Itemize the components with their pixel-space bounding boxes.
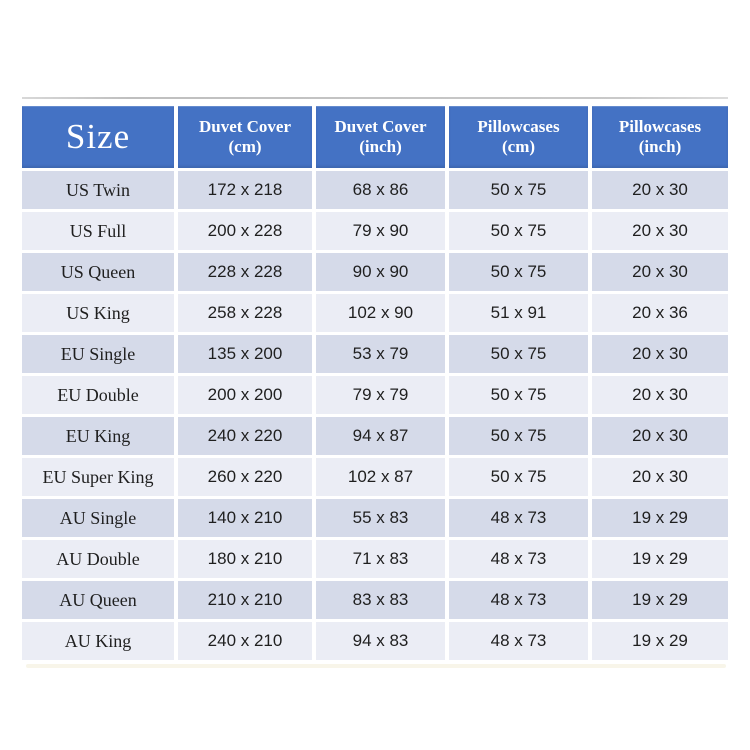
size-name-cell: AU Double <box>22 540 174 578</box>
header-label: Duvet Cover <box>334 117 427 137</box>
table-bottom-shadow <box>26 664 726 668</box>
dimension-cell: 68 x 86 <box>316 171 445 209</box>
header-cell-pillowcases-cm <box>449 106 588 168</box>
dimension-cell: 50 x 75 <box>449 458 588 496</box>
dimension-cell: 94 x 87 <box>316 417 445 455</box>
size-name-cell: US Queen <box>22 253 174 291</box>
dimension-cell: 180 x 210 <box>178 540 312 578</box>
header-unit: (inch) <box>359 137 402 156</box>
header-label: Pillowcases <box>618 117 702 137</box>
dimension-cell: 200 x 228 <box>178 212 312 250</box>
dimension-cell: 50 x 75 <box>449 212 588 250</box>
dimension-cell: 240 x 220 <box>178 417 312 455</box>
dimension-cell: 20 x 30 <box>592 171 728 209</box>
dimension-cell: 48 x 73 <box>449 499 588 537</box>
dimension-cell: 79 x 79 <box>316 376 445 414</box>
dimension-cell: 19 x 29 <box>592 622 728 660</box>
dimension-cell: 53 x 79 <box>316 335 445 373</box>
size-name-cell: AU King <box>22 622 174 660</box>
dimension-cell: 20 x 30 <box>592 212 728 250</box>
size-name-cell: US Twin <box>22 171 174 209</box>
header-cell-pillowcases-inch <box>592 106 728 168</box>
dimension-cell: 20 x 30 <box>592 376 728 414</box>
dimension-cell: 48 x 73 <box>449 540 588 578</box>
dimension-cell: 20 x 30 <box>592 417 728 455</box>
dimension-cell: 260 x 220 <box>178 458 312 496</box>
size-conversion-table <box>22 106 728 660</box>
dimension-cell: 83 x 83 <box>316 581 445 619</box>
dimension-cell: 19 x 29 <box>592 581 728 619</box>
dimension-cell: 140 x 210 <box>178 499 312 537</box>
dimension-cell: 90 x 90 <box>316 253 445 291</box>
size-name-cell: AU Queen <box>22 581 174 619</box>
dimension-cell: 102 x 87 <box>316 458 445 496</box>
dimension-cell: 102 x 90 <box>316 294 445 332</box>
dimension-cell: 258 x 228 <box>178 294 312 332</box>
dimension-cell: 50 x 75 <box>449 335 588 373</box>
dimension-cell: 48 x 73 <box>449 622 588 660</box>
dimension-cell: 50 x 75 <box>449 253 588 291</box>
header-unit: (inch) <box>638 137 682 156</box>
dimension-cell: 20 x 30 <box>592 458 728 496</box>
size-name-cell: EU King <box>22 417 174 455</box>
header-unit: (cm) <box>228 137 262 156</box>
header-cell-duvet-inch <box>316 106 445 168</box>
header-label: Pillowcases <box>477 117 560 137</box>
size-name-cell: EU Double <box>22 376 174 414</box>
dimension-cell: 19 x 29 <box>592 499 728 537</box>
dimension-cell: 228 x 228 <box>178 253 312 291</box>
size-name-cell: EU Single <box>22 335 174 373</box>
dimension-cell: 172 x 218 <box>178 171 312 209</box>
header-cell-size: Size <box>22 106 174 168</box>
dimension-cell: 135 x 200 <box>178 335 312 373</box>
dimension-cell: 50 x 75 <box>449 171 588 209</box>
dimension-cell: 20 x 36 <box>592 294 728 332</box>
dimension-cell: 94 x 83 <box>316 622 445 660</box>
dimension-cell: 20 x 30 <box>592 335 728 373</box>
dimension-cell: 79 x 90 <box>316 212 445 250</box>
size-name-cell: US King <box>22 294 174 332</box>
dimension-cell: 20 x 30 <box>592 253 728 291</box>
dimension-cell: 48 x 73 <box>449 581 588 619</box>
header-unit: (cm) <box>501 137 536 156</box>
dimension-cell: 19 x 29 <box>592 540 728 578</box>
dimension-cell: 71 x 83 <box>316 540 445 578</box>
dimension-cell: 200 x 200 <box>178 376 312 414</box>
table-top-divider <box>22 97 728 99</box>
dimension-cell: 55 x 83 <box>316 499 445 537</box>
size-name-cell: AU Single <box>22 499 174 537</box>
dimension-cell: 240 x 210 <box>178 622 312 660</box>
dimension-cell: 210 x 210 <box>178 581 312 619</box>
size-name-cell: EU Super King <box>22 458 174 496</box>
dimension-cell: 50 x 75 <box>449 376 588 414</box>
header-label: Duvet Cover <box>198 117 292 137</box>
dimension-cell: 51 x 91 <box>449 294 588 332</box>
size-name-cell: US Full <box>22 212 174 250</box>
dimension-cell: 50 x 75 <box>449 417 588 455</box>
header-cell-duvet-cm <box>178 106 312 168</box>
